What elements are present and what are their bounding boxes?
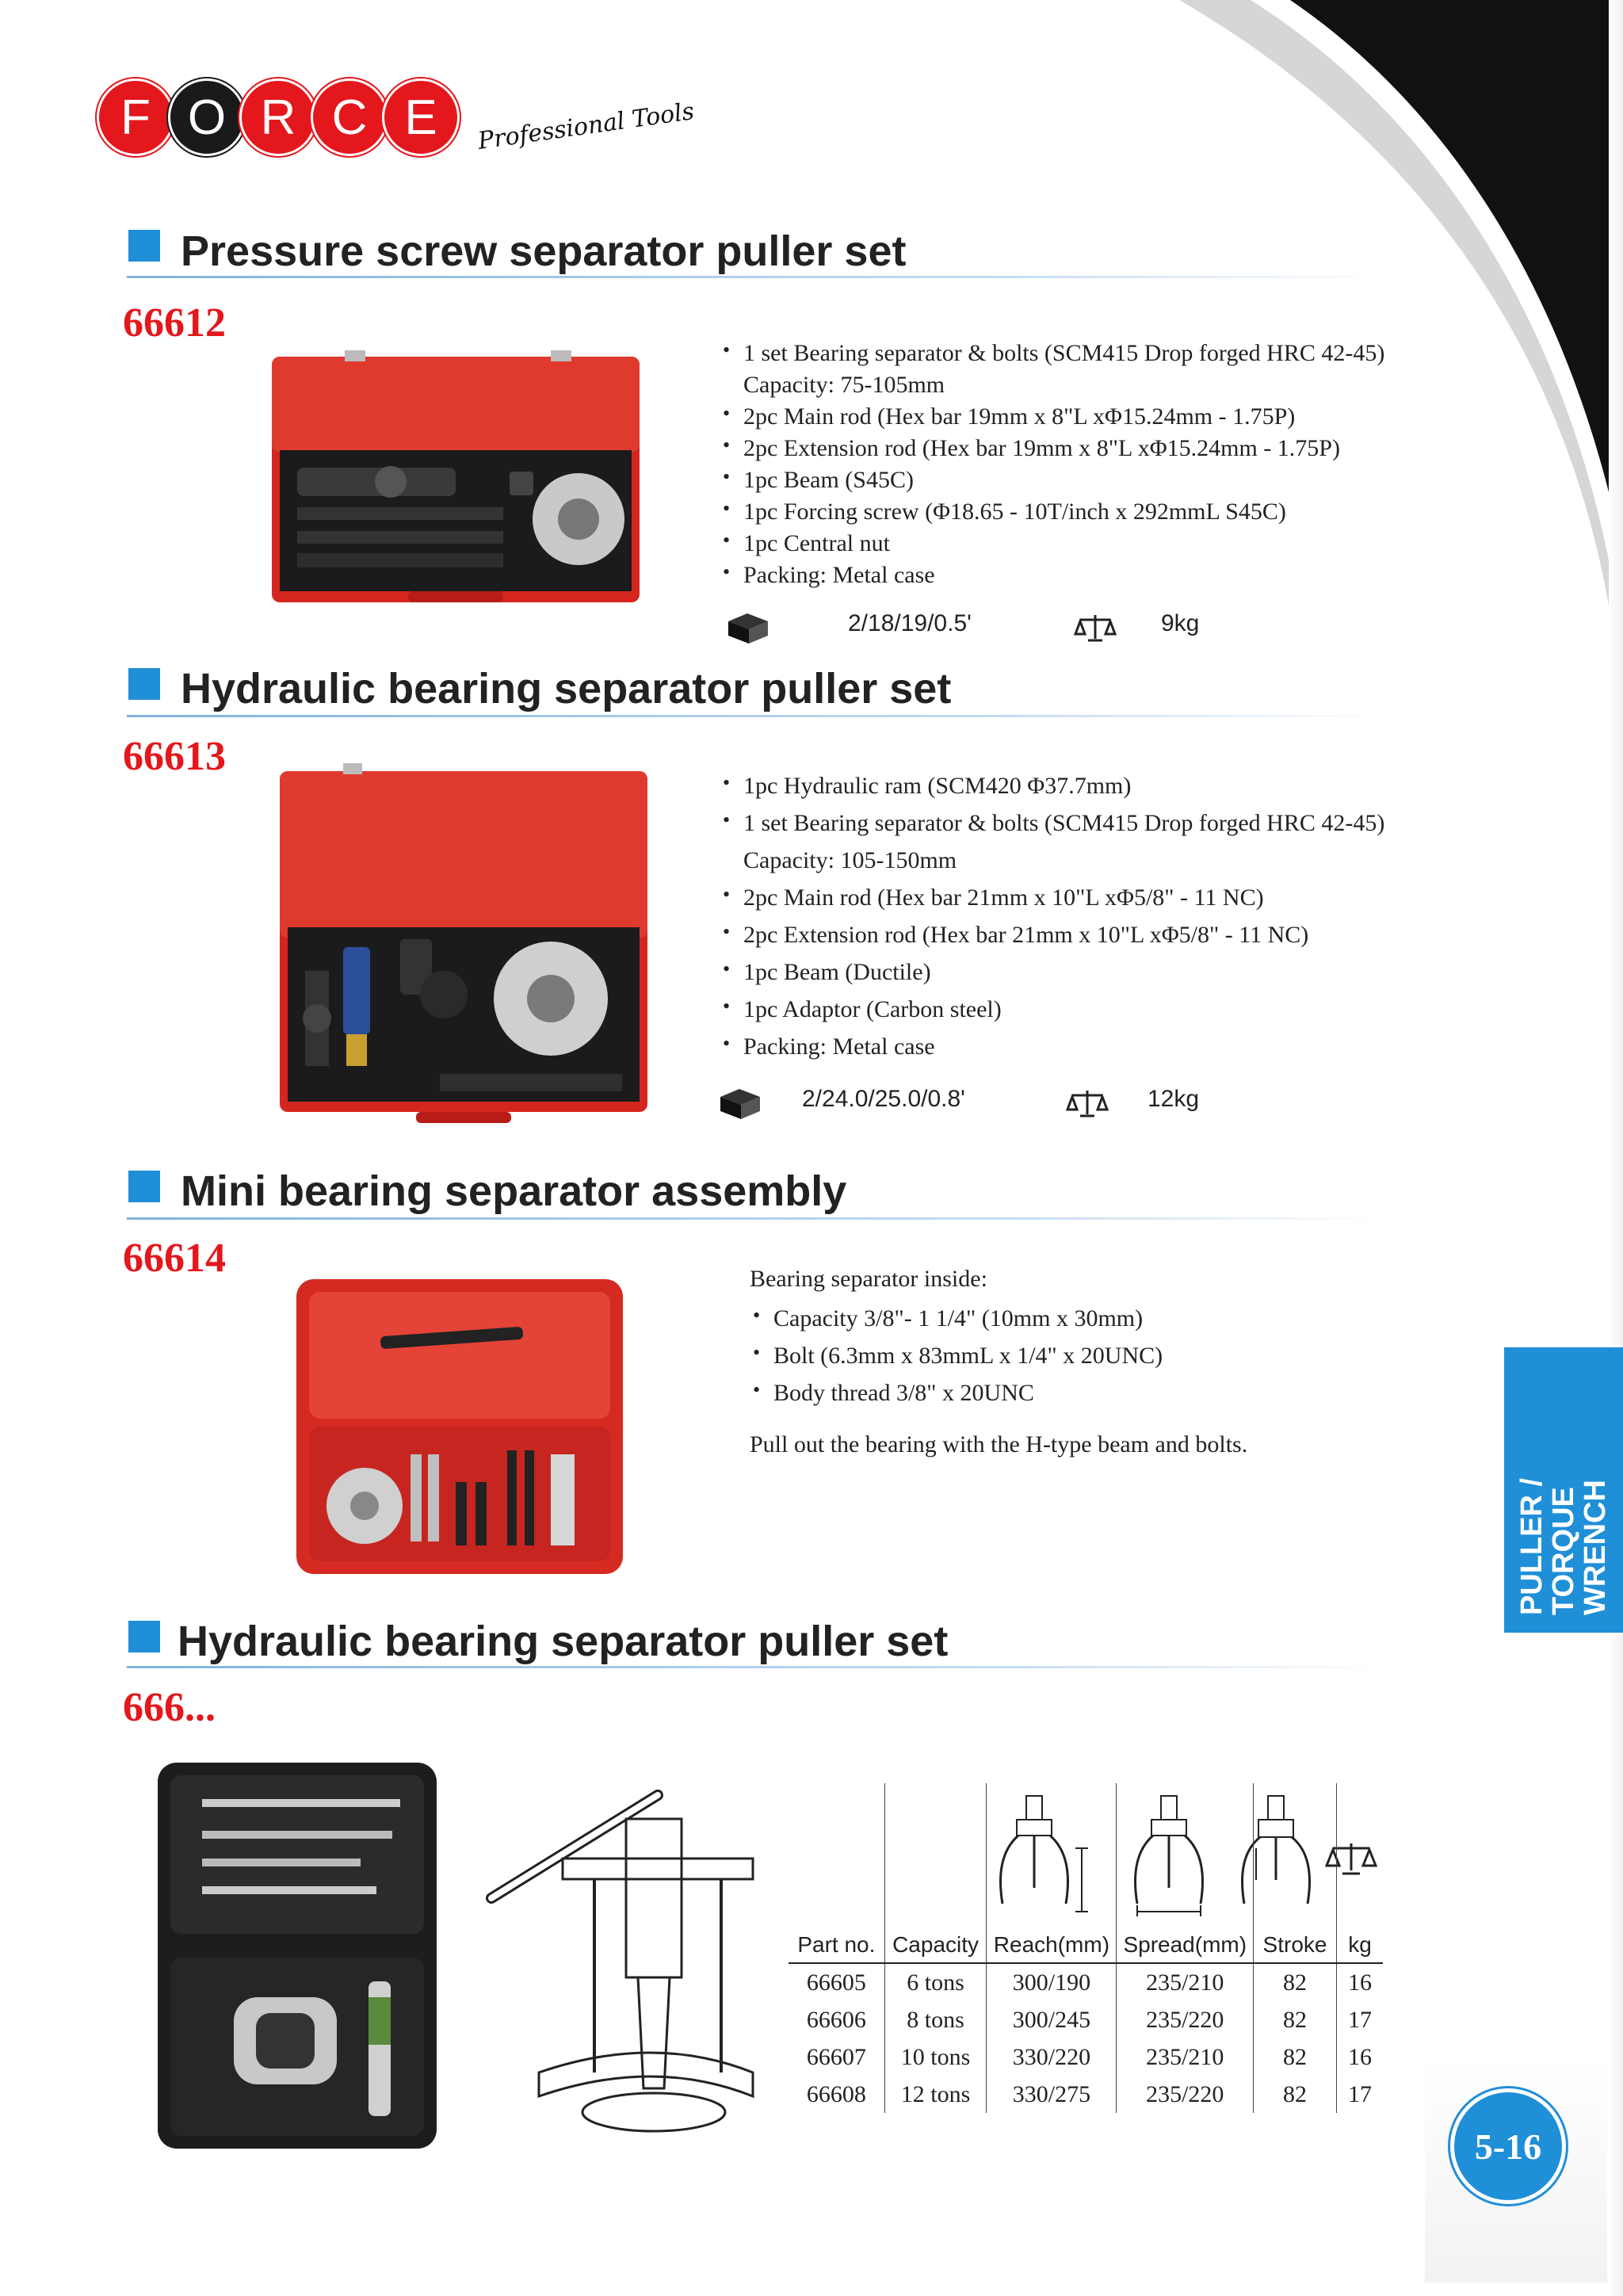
product-photo-66613 — [273, 757, 654, 1129]
table-cell: 17 — [1336, 2001, 1383, 2038]
table-cell: 300/190 — [987, 1963, 1117, 2001]
spec-item: • 2pc Main rod (Hex bar 21mm x 10"L xΦ5/8" - 11 NC) — [723, 879, 1384, 916]
side-tab-line: TORQUE WRENCH — [1547, 1480, 1612, 1615]
table-cell: 66608 — [806, 2080, 866, 2107]
section-marker — [128, 1621, 160, 1652]
brand-logo — [97, 79, 695, 155]
section-rule — [127, 1666, 1387, 1668]
table-cell: 235/210 — [1117, 2038, 1254, 2076]
product-code: 66614 — [123, 1236, 226, 1281]
weight-info: 12kg — [1148, 1086, 1200, 1112]
page-number: 5-16 — [1450, 2088, 1566, 2204]
table-cell: 8 tons — [884, 2001, 987, 2038]
spec-item: • 1pc Adaptor (Carbon steel) — [723, 991, 1384, 1028]
spec-list — [753, 1300, 1163, 1412]
spec-item: • Packing: Metal case — [723, 560, 1384, 591]
table-cell: 235/220 — [1117, 2076, 1254, 2113]
section-title: Mini bearing separator assembly — [181, 1167, 847, 1215]
spec-item: • Packing: Metal case — [723, 1028, 1384, 1065]
column-header: Stroke — [1254, 1927, 1337, 1963]
packing-info: 2/24.0/25.0/0.8' — [802, 1086, 965, 1112]
spec-item: • Capacity 3/8"- 1 1/4" (10mm x 30mm) — [753, 1300, 1163, 1337]
table-cell: 16 — [1336, 2038, 1383, 2076]
right-edge-strip — [1609, 0, 1623, 2296]
spec-item: • 2pc Main rod (Hex bar 19mm x 8"L xΦ15.24mm - 1.75P) — [723, 401, 1384, 433]
scale-icon — [1066, 1087, 1109, 1119]
category-side-tab — [1504, 1347, 1623, 1633]
table-cell: 10 tons — [884, 2038, 987, 2076]
table-cell: 330/275 — [987, 2076, 1117, 2113]
table-cell: 330/220 — [987, 2038, 1117, 2076]
spec-item: • 1pc Beam (S45C) — [723, 464, 1384, 496]
carton-icon — [725, 610, 771, 645]
section-title: Hydraulic bearing separator puller set — [181, 665, 952, 712]
table-cell: 300/245 — [987, 2001, 1117, 2038]
table-cell: 82 — [1254, 2038, 1337, 2076]
spec-item: • 1pc Beam (Ductile) — [723, 953, 1384, 991]
table-row — [789, 2001, 1383, 2038]
spec-item: • 2pc Extension rod (Hex bar 21mm x 10"L xΦ5/8" - 11 NC) — [723, 916, 1384, 953]
scale-icon — [1074, 612, 1117, 644]
section-marker — [128, 1171, 160, 1202]
spec-item: • 1 set Bearing separator & bolts (SCM415 Drop forged HRC 42-45) — [723, 804, 1384, 842]
product-code: 66613 — [123, 734, 226, 779]
section-rule — [127, 715, 1387, 717]
column-header: Reach(mm) — [987, 1927, 1117, 1963]
product-photo-66614 — [293, 1276, 626, 1577]
hydraulic-puller-drawing — [460, 1771, 761, 2152]
table-cell: 235/220 — [1117, 2001, 1254, 2038]
table-cell: 66607 — [806, 2043, 866, 2070]
section-rule — [127, 1217, 1387, 1220]
mini-assembly-intro: Bearing separator inside: — [750, 1266, 987, 1292]
spec-item: • 1pc Forcing screw (Φ18.65 - 10T/inch x 292mmL S45C) — [723, 496, 1384, 528]
column-header: Part no. — [789, 1927, 884, 1963]
section-marker — [128, 230, 160, 262]
table-cell: 82 — [1254, 1963, 1337, 2001]
logo-tagline: Professional Tools — [475, 97, 697, 155]
section-rule — [127, 276, 1387, 278]
logo-letter: O — [168, 78, 246, 156]
table-cell: 82 — [1254, 2001, 1337, 2038]
table-cell: 235/210 — [1117, 1963, 1254, 2001]
weight-info: 9kg — [1161, 610, 1200, 636]
table-cell: 82 — [1254, 2076, 1337, 2113]
carton-icon — [717, 1086, 763, 1121]
product-code: 666... — [123, 1685, 216, 1730]
spec-item: • Bolt (6.3mm x 83mmL x 1/4" x 20UNC) — [753, 1337, 1163, 1374]
table-row — [789, 1963, 1383, 2001]
section-marker — [128, 668, 160, 700]
table-header-row — [789, 1927, 1383, 1963]
table-row — [789, 2076, 1383, 2113]
spec-item: • 1pc Hydraulic ram (SCM420 Φ37.7mm) — [723, 767, 1384, 804]
table-cell: 12 tons — [884, 2076, 987, 2113]
spec-item: • Body thread 3/8" x 20UNC — [753, 1374, 1163, 1412]
spec-item: • 2pc Extension rod (Hex bar 19mm x 8"L xΦ15.24mm - 1.75P) — [723, 433, 1384, 464]
spec-list — [723, 767, 1384, 1065]
spec-table — [789, 1783, 1383, 2113]
spec-list — [723, 338, 1384, 591]
packing-info: 2/18/19/0.5' — [848, 610, 972, 636]
column-header: Spread(mm) — [1117, 1927, 1254, 1963]
side-tab-line: PULLER / — [1515, 1477, 1549, 1615]
table-cell: 16 — [1336, 1963, 1383, 2001]
logo-letter: F — [97, 78, 174, 156]
column-header: kg — [1336, 1927, 1383, 1963]
table-cell: 6 tons — [884, 1963, 987, 2001]
product-code: 66612 — [123, 300, 226, 346]
column-header: Capacity — [884, 1927, 987, 1963]
table-cell: 66605 — [806, 1969, 866, 1996]
mini-assembly-note: Pull out the bearing with the H-type beam and bolts. — [750, 1431, 1248, 1457]
spec-item: • 1 set Bearing separator & bolts (SCM415 Drop forged HRC 42-45) — [723, 338, 1384, 369]
spec-item: • 1pc Central nut — [723, 528, 1384, 560]
section-title: Pressure screw separator puller set — [181, 227, 907, 275]
product-photo-hydraulic-case — [155, 1759, 440, 2152]
logo-letter: C — [311, 78, 388, 156]
section-title: Hydraulic bearing separator puller set — [178, 1618, 949, 1665]
spec-item: Capacity: 105-150mm — [743, 847, 957, 873]
logo-letter: E — [382, 78, 460, 156]
table-cell: 66606 — [806, 2006, 866, 2033]
table-cell: 17 — [1336, 2076, 1383, 2113]
spec-item: Capacity: 75-105mm — [743, 372, 945, 398]
product-photo-66612 — [265, 349, 646, 618]
table-row — [789, 2038, 1383, 2076]
logo-letter: R — [239, 78, 317, 156]
